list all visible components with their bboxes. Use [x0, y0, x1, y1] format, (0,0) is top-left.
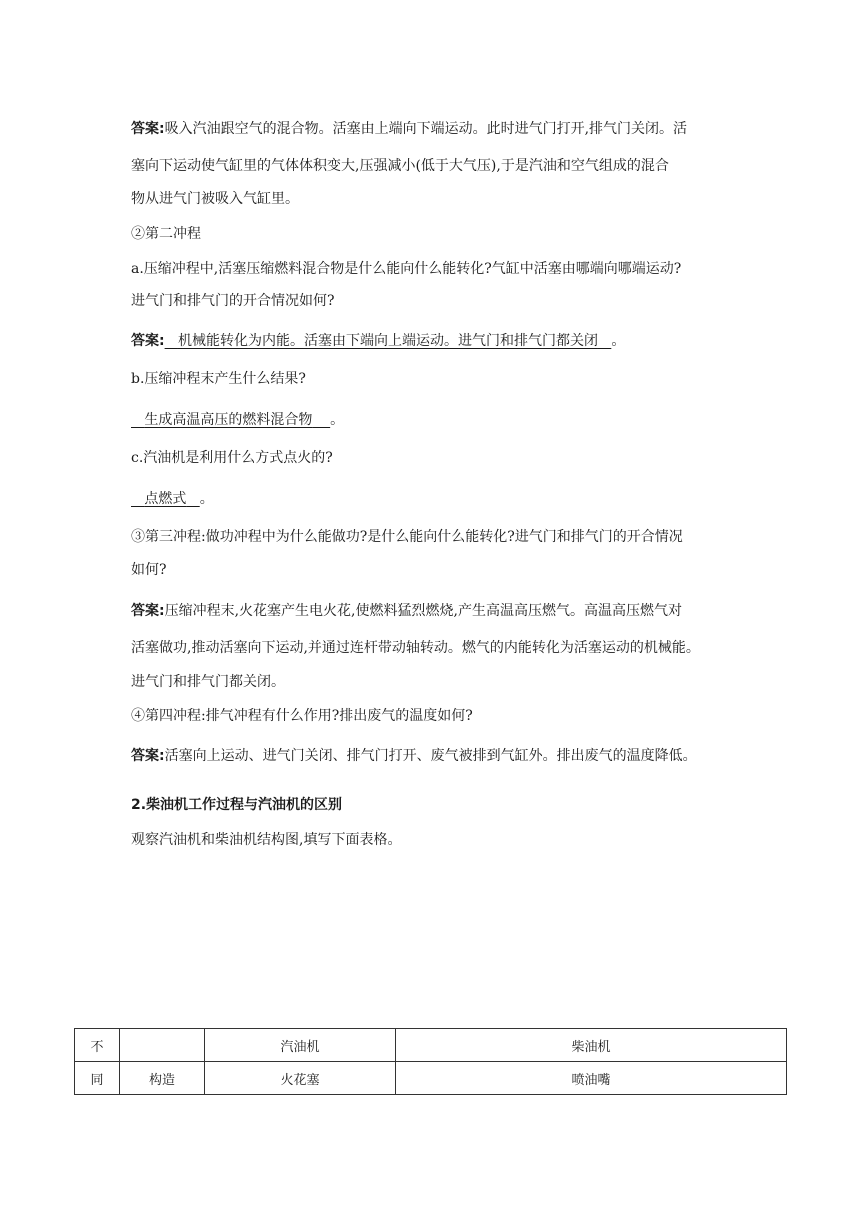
answer-text: 压缩冲程末,火花塞产生电火花,使燃料猛烈燃烧,产生高温高压燃气。高温高压燃气对 [164, 603, 682, 619]
answer-label: 答案: [131, 603, 165, 619]
answer-text: 生成高温高压的燃料混合物 [144, 412, 313, 428]
section2-instruction: 观察汽油机和柴油机结构图,填写下面表格。 [131, 832, 402, 848]
stroke3-answer-line2: 活塞做功,推动活塞向下运动,并通过连杆带动轴转动。燃气的内能转化为活塞运动的机械能。 [131, 640, 700, 656]
stroke2-heading: ②第二冲程 [131, 226, 201, 242]
answer-paragraph-stroke1-line2: 塞向下运动使气缸里的气体体积变大,压强减小(低于大气压),于是汽油和空气组成的混合 [131, 158, 669, 174]
stroke2-answer-a [131, 331, 625, 351]
answer-label: 答案: [131, 121, 165, 137]
table-cell-injector: 喷油嘴 [396, 1062, 787, 1095]
stroke3-question-line2: 如何? [131, 562, 167, 578]
stroke2-question-line1: a.压缩冲程中,活塞压缩燃料混合物是什么能向什么能转化?气缸中活塞由哪端向哪端运动? [131, 261, 682, 277]
table-header-diesel: 柴油机 [396, 1029, 787, 1062]
answer-text: 点燃式 [144, 491, 187, 507]
period: 。 [199, 491, 214, 507]
answer-label: 答案: [131, 333, 165, 349]
stroke4-question: ④第四冲程:排气冲程有什么作用?排出废气的温度如何? [131, 708, 473, 724]
table-row [75, 1062, 787, 1095]
stroke4-answer [131, 746, 697, 766]
table-side-label-bottom: 同 [75, 1062, 120, 1095]
answer-text: 吸入汽油跟空气的混合物。活塞由上端向下端运动。此时进气门打开,排气门关闭。活 [164, 121, 688, 137]
answer-blank [131, 412, 330, 428]
answer-paragraph-stroke1-line3: 物从进气门被吸入气缸里。 [131, 191, 299, 207]
stroke3-answer-line3: 进气门和排气门都关闭。 [131, 674, 285, 690]
stroke2-answer-b [131, 410, 344, 430]
table-cell-structure: 构造 [120, 1062, 205, 1095]
period: 。 [330, 412, 345, 428]
table-header-empty [120, 1029, 205, 1062]
stroke2-question-line2: 进气门和排气门的开合情况如何? [131, 293, 335, 309]
section2-heading: 2.柴油机工作过程与汽油机的区别 [131, 797, 343, 813]
answer-paragraph-stroke1-line1 [131, 119, 687, 139]
answer-blank [131, 491, 200, 507]
stroke2-question-b: b.压缩冲程末产生什么结果? [131, 371, 306, 387]
table-side-label-top: 不 [75, 1029, 120, 1062]
stroke3-answer-line1 [131, 601, 682, 621]
comparison-table [74, 1028, 787, 1095]
table-header-gasoline: 汽油机 [205, 1029, 396, 1062]
stroke2-question-c: c.汽油机是利用什么方式点火的? [131, 450, 333, 466]
table-row [75, 1029, 787, 1062]
period: 。 [611, 333, 626, 349]
stroke3-question-line1: ③第三冲程:做功冲程中为什么能做功?是什么能向什么能转化?进气门和排气门的开合情况 [131, 529, 683, 545]
answer-label: 答案: [131, 748, 165, 764]
stroke2-answer-c [131, 489, 214, 509]
answer-text: 活塞向上运动、进气门关闭、排气门打开、废气被排到气缸外。排出废气的温度降低。 [164, 748, 697, 764]
answer-blank [165, 333, 612, 349]
table-cell-spark-plug: 火花塞 [205, 1062, 396, 1095]
answer-text: 机械能转化为内能。活塞由下端向上端运动。进气门和排气门都关闭 [177, 333, 598, 349]
